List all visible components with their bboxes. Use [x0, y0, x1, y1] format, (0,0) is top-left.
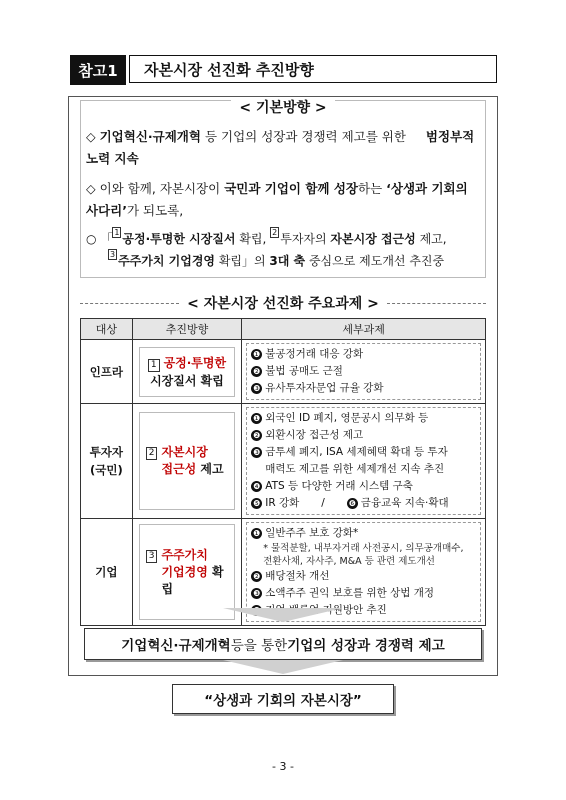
list-item-continued: 매력도 제고를 위한 세제개선 지속 추진 — [265, 463, 445, 475]
list-item: ❶ 불공정거래 대응 강화 — [253, 348, 364, 360]
list-item: ❹ 기업 밸류업 지원방안 추진 — [253, 604, 387, 616]
page-number: - 3 - — [272, 760, 294, 773]
basic-paragraph-1: ◇ 기업혁신·규제개혁 등 기업의 성장과 경쟁력 제고를 위한 범정부적 노력 지속 — [86, 129, 475, 166]
list-item: ❷ 외환시장 접근성 제고 — [253, 429, 364, 441]
col-header-direction: 추진방향 — [132, 319, 242, 340]
details-cell — [242, 340, 486, 404]
details-cell — [242, 404, 486, 519]
list-item: ❺ IR 강화 / ❻ 금융교육 지속·확대 — [253, 497, 449, 509]
category-cell: 인프라 — [81, 340, 133, 404]
list-item: ❶ 외국인 ID 폐지, 영문공시 의무화 등 — [253, 412, 429, 424]
list-item: ❹ ATS 등 다양한 거래 시스템 구축 — [253, 480, 413, 492]
list-item: ❸ 소액주주 권익 보호를 위한 상법 개정 — [253, 587, 435, 599]
list-item: ❶ 일반주주 보호 강화* — [253, 527, 359, 539]
list-item: ❸ 유사투자자문업 규율 강화 — [253, 382, 384, 394]
direction-cell: 2 자본시장 접근성 제고 — [132, 404, 242, 519]
table-row — [81, 340, 486, 404]
key-tasks-heading: < 자본시장 선진화 주요과제 > — [80, 292, 486, 314]
col-header-details: 세부과제 — [242, 319, 486, 340]
basic-paragraph-2: ◇ 이와 함께, 자본시장이 국민과 기업이 함께 성장하는 ‘상생과 기회의 사다리’가 되도록, — [86, 181, 468, 218]
col-header-target: 대상 — [81, 319, 133, 340]
table-header-row — [81, 319, 486, 340]
direction-cell: 3 주주가치 기업경영 확립 — [132, 519, 242, 626]
basic-direction-heading: < 기본방향 > — [80, 96, 486, 118]
basic-paragraph-3: ○ 「 $^1$ 공정·투명한 시장질서 확립, $^2$ 투자자의 자본시장 접근성 제고, $^3$ 주주가치 기업경영 확립」의 3대 축 중심으로 제도개선 추진중 — [86, 228, 447, 268]
list-item-note: * 물적분할, 내부자거래 사전공시, 의무공개매수, 전환사채, 자사주, M&A 등 관련 제도개선 — [263, 543, 464, 567]
appendix-tag: 참고1 — [70, 55, 126, 85]
down-arrow-icon — [223, 608, 343, 622]
list-item: ❸ 금투세 폐지, ISA 세제혜택 확대 등 투자 — [253, 446, 448, 458]
outcome-box-2: “상생과 기회의 자본시장” — [172, 684, 394, 714]
down-arrow-icon — [223, 660, 343, 674]
list-item: ❷ 불법 공매도 근절 — [253, 365, 343, 377]
list-item: ❷ 배당절차 개선 — [253, 570, 330, 582]
page-title: 자본시장 선진화 추진방향 — [129, 55, 497, 83]
key-tasks-table — [80, 318, 486, 626]
direction-cell: 1 공정·투명한 시장질서 확립 — [132, 340, 242, 404]
outcome-box-1: 기업혁신·규제개혁 등을 통한 기업의 성장과 경쟁력 제고 — [84, 628, 482, 660]
category-cell: 기업 — [81, 519, 133, 626]
table-row — [81, 404, 486, 519]
category-cell: 투자자 (국민) — [81, 404, 133, 519]
